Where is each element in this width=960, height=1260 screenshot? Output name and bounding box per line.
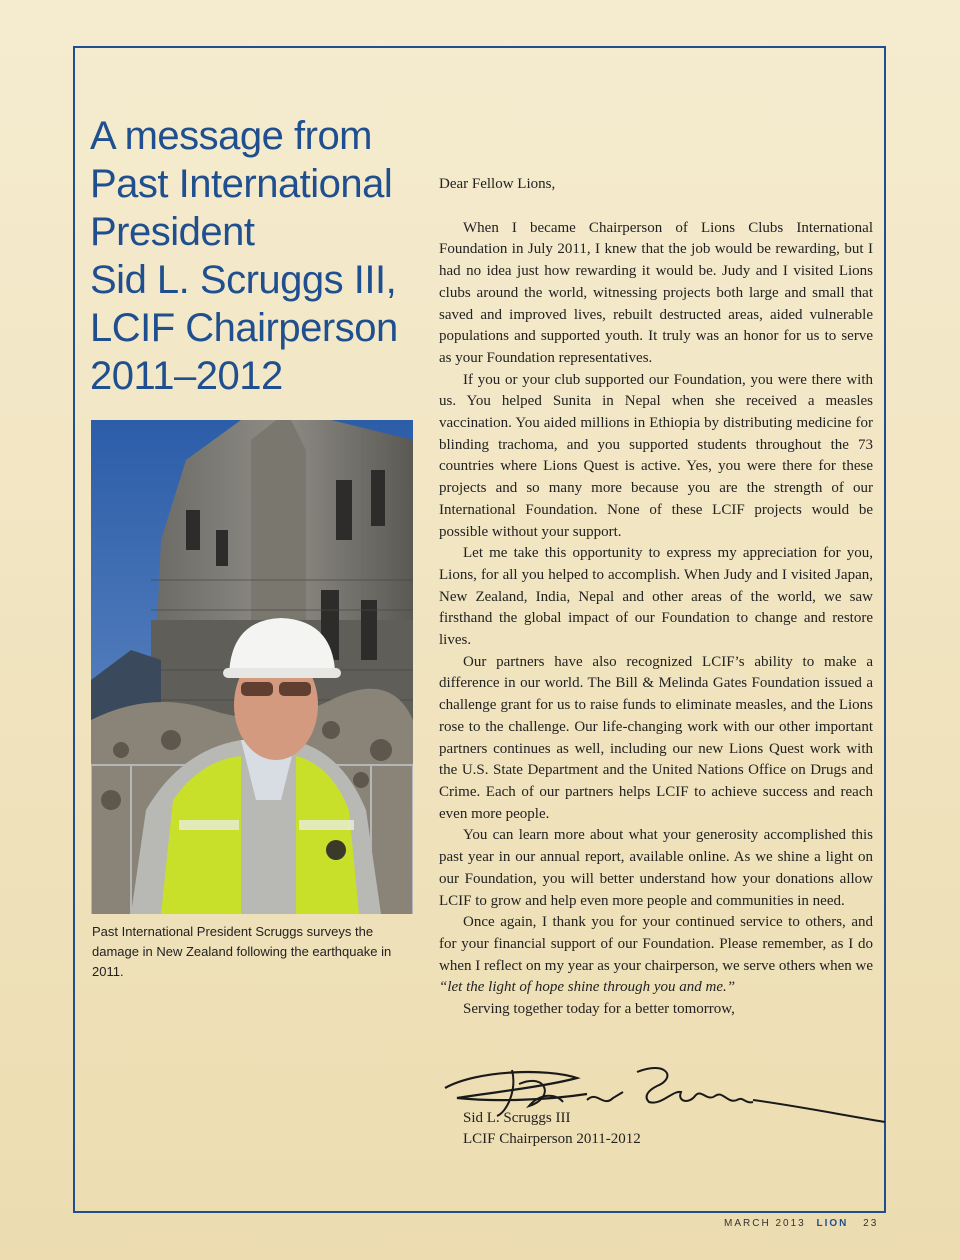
letter-closing: Serving together today for a better tomorrow, (463, 1001, 735, 1018)
letter-quote: “let the light of hope shine through you and me.” (439, 979, 736, 996)
title-line: Past International (90, 162, 393, 206)
photo-caption: Past International President Scruggs surveys the damage in New Zealand following the earthquake in 2011. (92, 924, 392, 979)
title-line: 2011–2012 (90, 354, 283, 398)
footer-issue: MARCH 2013 (724, 1218, 806, 1229)
letter-body (439, 174, 873, 1021)
title-line: Sid L. Scruggs III, (90, 258, 397, 302)
page-footer (724, 1218, 878, 1229)
title-line: President (90, 210, 255, 254)
title-line: A message from (90, 114, 373, 158)
letter-paragraph: If you or your club supported our Foundation, you were there with us. You helped Sunita in Nepal when she received a measles vaccination. You aided millions in Ethiopia by distributing medicine for blinding trachoma, and you supported students throughout the 73 countries where Lions Quest is active. Yes, you were there for these projects and so many more because you are the strength of our International Foundation. None of these LCIF projects would be possible without your support. (439, 371, 873, 540)
signer-name: Sid L. Scruggs III (463, 1110, 571, 1126)
photo-scruggs-christchurch (91, 420, 413, 914)
letter-paragraph: When I became Chairperson of Lions Clubs International Foundation in July 2011, I knew that the job would be rewarding, but I had no idea just how rewarding it would be. Judy and I visited Lions clubs around the world, witnessing projects both large and small that saved and improved lives, rebuilt destructed areas, aided vulnerable populations and supported youth. It truly was an honor for us to serve as your Foundation representatives. (439, 219, 873, 366)
footer-magazine: LION (816, 1218, 849, 1229)
title-line: LCIF Chairperson (90, 306, 398, 350)
signer-title: LCIF Chairperson 2011-2012 (463, 1131, 641, 1147)
photo-illustration (91, 420, 413, 914)
page-title (90, 112, 430, 400)
letter-paragraph (439, 912, 873, 999)
letter-paragraph-text: Once again, I thank you for your continued service to others, and for your financial support of our Foundation. Please remember, as I do when I reflect on my year as your chairperson, we serve others when we (439, 914, 873, 974)
footer-page-number: 23 (863, 1218, 879, 1229)
letter-greeting: Dear Fellow Lions, (439, 176, 556, 192)
letter-paragraph: Our partners have also recognized LCIF’s ability to make a difference in our world. The Bill & Melinda Gates Foundation issued a challenge grant for us to raise funds to eliminate measles, and the Lions rose to the challenge. Our life-changing work with our other important partners continues as well, including our new Lions Quest work with the U.S. State Department and the United Nations Office on Drugs and Crime. Each of our partners helps LCIF to achieve success and reach even more people. (439, 653, 873, 822)
signer-block (463, 1108, 641, 1150)
letter-paragraph: Let me take this opportunity to express my appreciation for you, Lions, for all you helped to accomplish. When Judy and I visited Japan, New Zealand, India, Nepal and other areas of the world, we saw firsthand the global impact of our Foundation to change and restore lives. (439, 545, 873, 649)
letter-paragraph: You can learn more about what your generosity accomplished this past year in our annual report, available online. As we shine a light on our Foundation, you will better understand how your donations allow LCIF to grow and help even more people and communities in need. (439, 827, 873, 909)
